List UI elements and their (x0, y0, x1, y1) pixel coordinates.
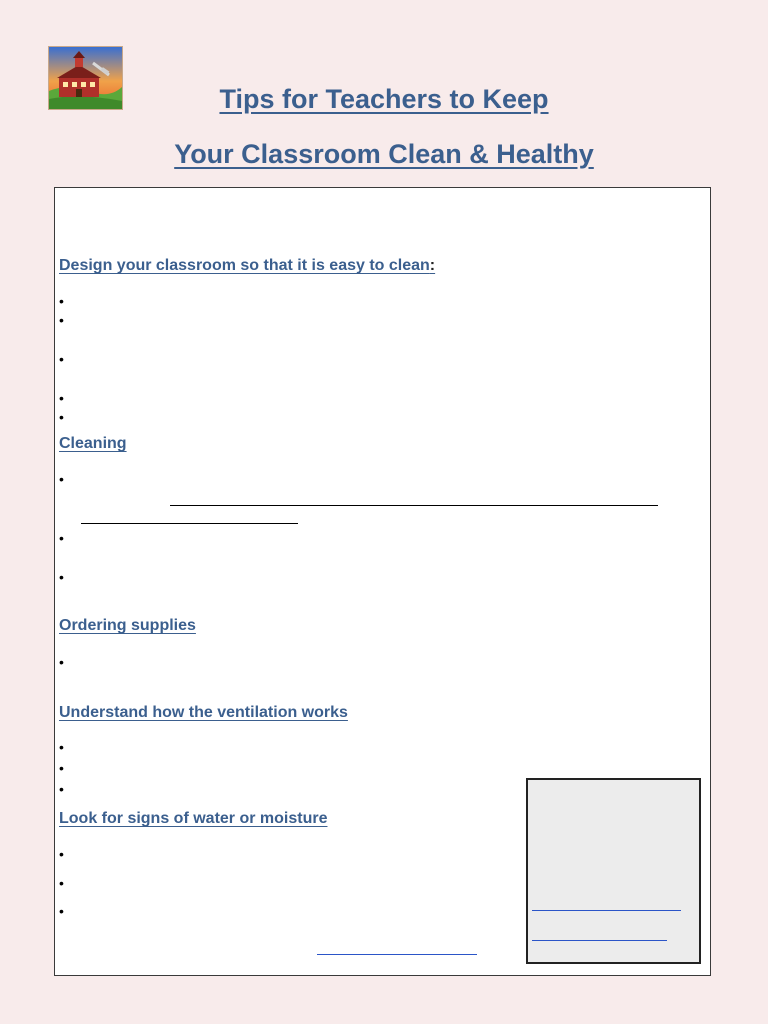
bullet-marker: • (59, 351, 64, 367)
section-heading-cleaning: Cleaning (59, 435, 127, 452)
side-info-box (526, 778, 701, 964)
bullet-marker: • (59, 569, 64, 585)
section-heading-ventilation: Understand how the ventilation works (59, 704, 348, 721)
bullet-marker: • (59, 760, 64, 776)
bullet-marker: • (59, 903, 64, 919)
underline-rule (81, 523, 298, 524)
bullet-marker: • (59, 293, 64, 309)
hyperlink-underline[interactable] (317, 954, 477, 955)
page-title-line-2: Your Classroom Clean & Healthy (174, 139, 594, 169)
bullet-marker: • (59, 471, 64, 487)
bullet-marker: • (59, 530, 64, 546)
bullet-marker: • (59, 312, 64, 328)
bullet-marker: • (59, 654, 64, 670)
hyperlink-underline[interactable] (532, 940, 667, 941)
section-heading-water-moisture: Look for signs of water or moisture (59, 810, 328, 827)
bullet-marker: • (59, 846, 64, 862)
bullet-marker: • (59, 781, 64, 797)
underline-rule (170, 505, 658, 506)
bullet-marker: • (59, 390, 64, 406)
section-heading-ordering-supplies: Ordering supplies (59, 617, 196, 634)
page-title-line-1: Tips for Teachers to Keep (219, 84, 549, 114)
bullet-marker: • (59, 409, 64, 425)
hyperlink-underline[interactable] (532, 910, 681, 911)
bullet-marker: • (59, 875, 64, 891)
bullet-marker: • (59, 739, 64, 755)
section-heading-design: Design your classroom so that it is easy to clean: (59, 257, 436, 274)
